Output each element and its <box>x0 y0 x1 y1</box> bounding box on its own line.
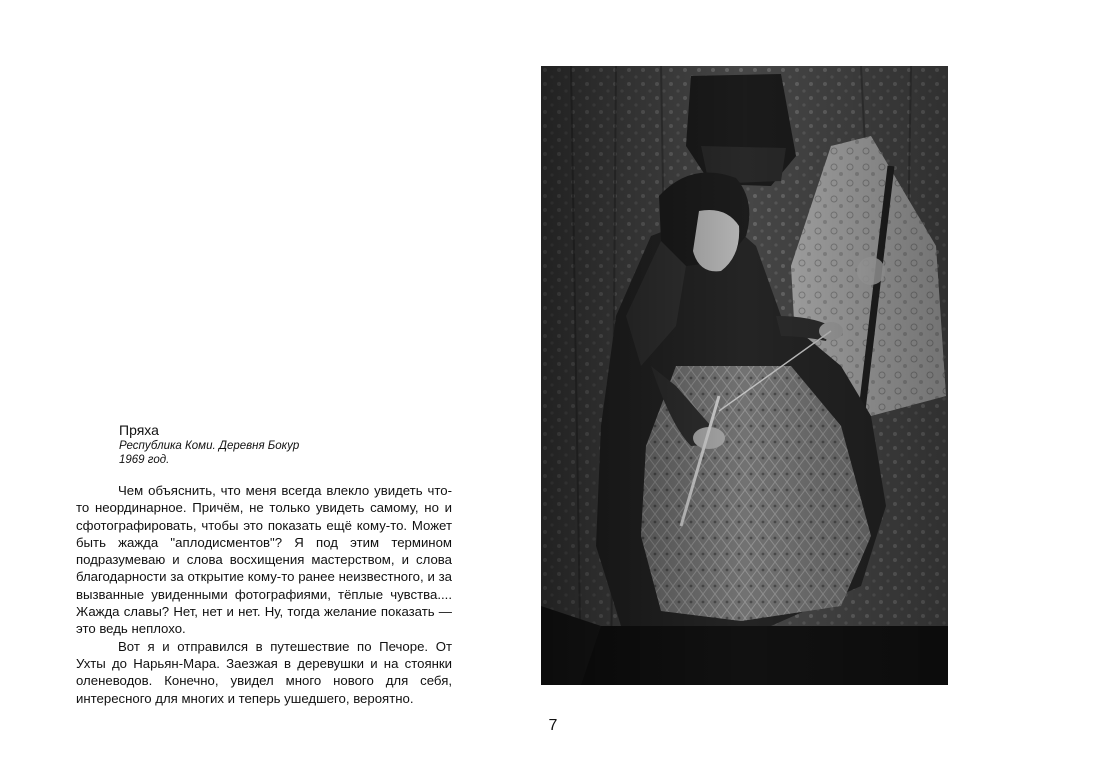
photo-caption <box>119 422 419 467</box>
spinner-photograph <box>541 66 948 685</box>
page-number: 7 <box>548 717 558 734</box>
caption-year: 1969 год. <box>119 454 170 466</box>
body-text <box>76 482 452 707</box>
paragraph-1: Чем объяснить, что меня всегда влекло увидеть что-то неординарное. Причём, не только увидеть самому, но и сфотографировать, чтобы это показать ещё кому-то. Может быть жажда "аплодисментов"? Я под этим термином подразумеваю и слова восхищения мастерством, и слова благодарности за открытие кому-то ранее неизвестного, и за вызванные увиденными фотографиями, тёплые чувства.... Жажда славы? Нет, нет и нет. Ну, тогда желание показать — это ведь неплохо. <box>76 483 452 637</box>
caption-place: Республика Коми. Деревня Бокур <box>119 440 300 452</box>
paragraph-2: Вот я и отправился в путешествие по Печоре. От Ухты до Нарьян-Мара. Заезжая в деревушки и на стоянки оленеводов. Конечно, увидел много нового для себя, интересного для многих и теперь ушедшего, вероятно. <box>76 638 452 706</box>
caption-title: Пряха <box>119 422 159 438</box>
